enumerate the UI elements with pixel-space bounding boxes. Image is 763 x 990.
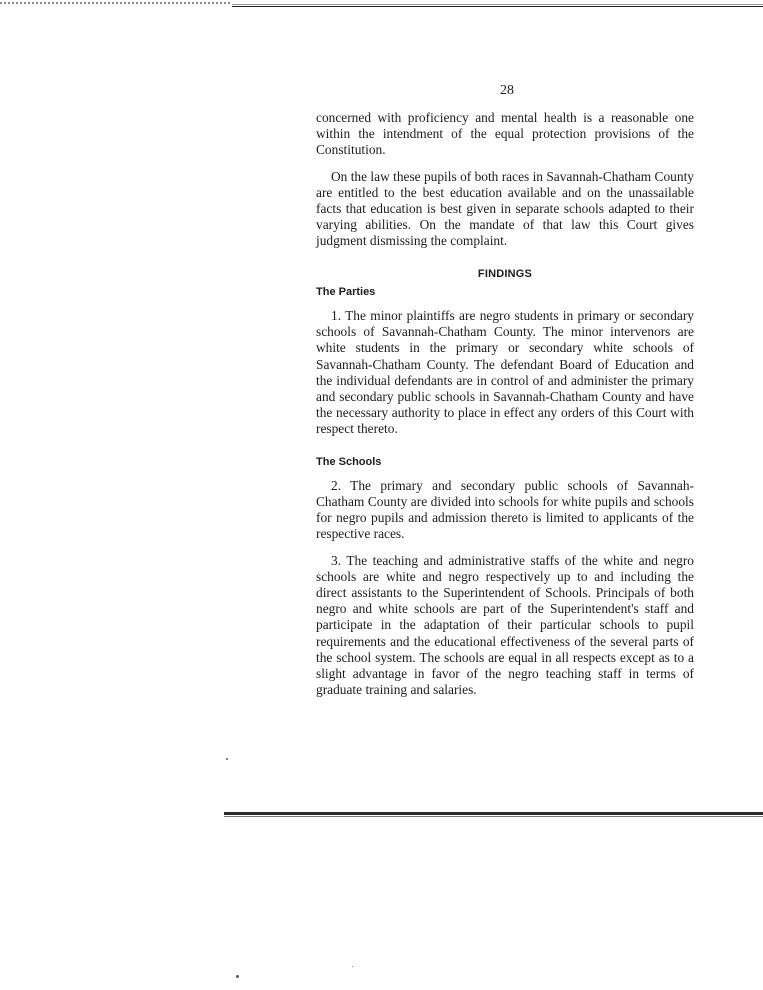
scan-speck: [352, 966, 353, 967]
finding-paragraph: 3. The teaching and administrative staffs of the white and negro schools are white and negro respectively up to and including the direct assistants to the Superintendent of Schools. Principals of both negro and white schools are part of the Superintendent's staff and participate in the adaptation of their particular schools to pupil requirements and the educational effectiveness of the several parts of the school system. The schools are equal in all respects except as to a slight advantage in favor of the negro teaching staff in terms of graduate training and salaries.: [316, 552, 694, 698]
page-number: 28: [500, 83, 514, 98]
scan-speck: [236, 975, 239, 978]
text-column: [316, 110, 694, 709]
top-rule: [232, 4, 763, 7]
top-dotted-rule: [0, 2, 230, 4]
findings-heading: FINDINGS: [477, 267, 533, 280]
bottom-rule: [224, 812, 763, 815]
intro-paragraph: concerned with proficiency and mental health is a reasonable one within the intendment of the equal protection provisions of the Constitution.: [316, 110, 694, 158]
schools-heading: The Schools: [316, 455, 382, 468]
intro-paragraph: On the law these pupils of both races in Savannah-Chatham County are entitled to the best education available and on the unassailable facts that education is best given in separate schools adapted to their varying abilities. On the mandate of that law this Court gives judgment dismissing the complaint.: [316, 168, 694, 249]
finding-paragraph: 2. The primary and secondary public schools of Savannah-Chatham County are divided into schools for white pupils and schools for negro pupils and admission thereto is limited to applicants of the respective races.: [316, 477, 694, 542]
bottom-rule-shadow: [224, 816, 763, 817]
parties-heading: The Parties: [316, 285, 376, 298]
scan-speck: [226, 758, 228, 760]
finding-paragraph: 1. The minor plaintiffs are negro students in primary or secondary schools of Savannah-Chatham County. The minor intervenors are white students in the primary or secondary white schools of Savannah-Chatham County. The defendant Board of Education and the individual defendants are in control of and administer the primary and secondary public schools in Savannah-Chatham County and have the necessary authority to place in effect any orders of this Court with respect thereto.: [316, 308, 694, 437]
